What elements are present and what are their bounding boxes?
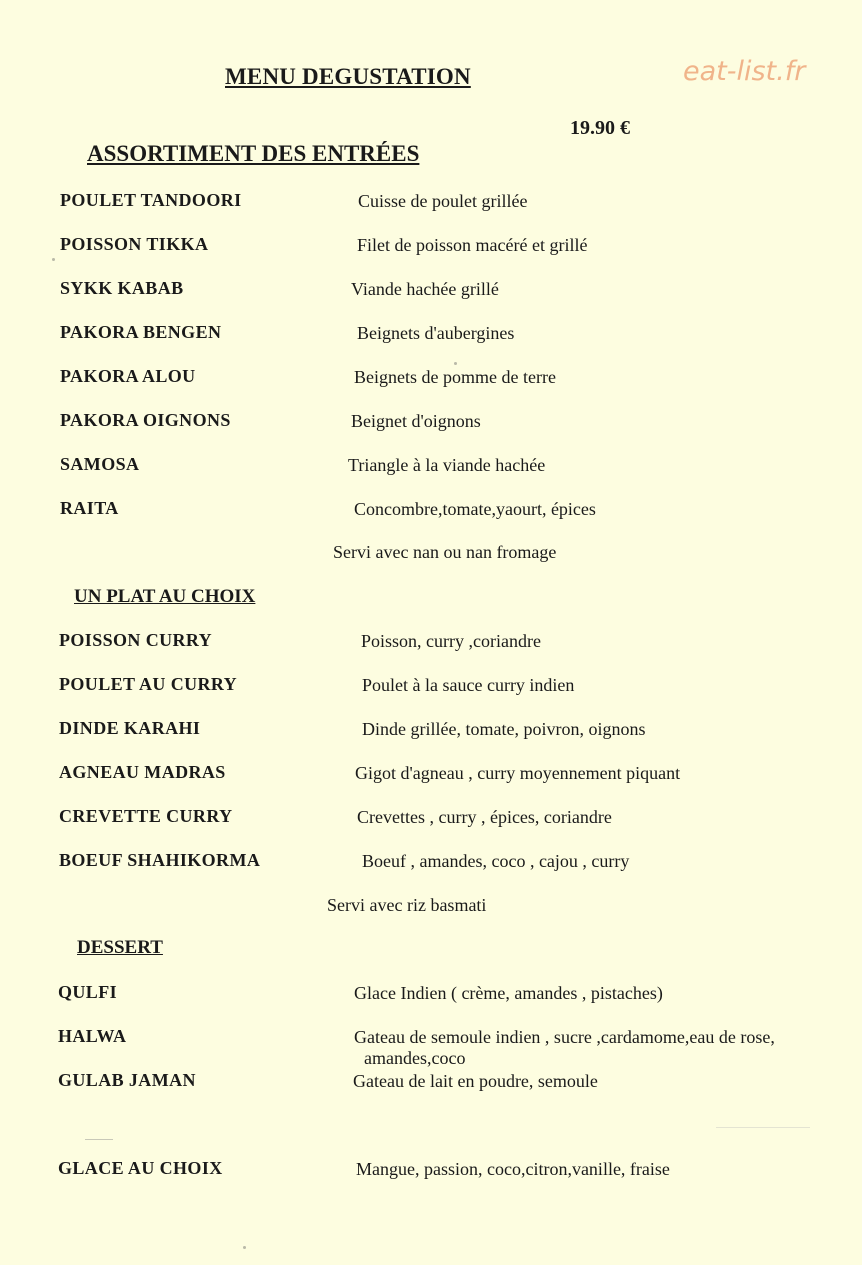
entree-name: POISSON TIKKA [60,234,209,254]
paper-speck [243,1246,246,1249]
menu-price: 19.90 € [570,117,630,139]
watermark-logo: eat-list.fr [683,56,806,87]
entree-desc: Beignet d'oignons [351,411,481,431]
divider [716,1127,810,1128]
paper-speck [454,362,457,365]
plat-name: DINDE KARAHI [59,718,201,738]
section-heading-dessert: DESSERT [77,937,163,958]
plat-desc: Crevettes , curry , épices, coriandre [357,807,612,827]
entree-name: SAMOSA [60,454,140,474]
dessert-desc: Glace Indien ( crème, amandes , pistaches) [354,983,663,1003]
entree-desc: Beignets d'aubergines [357,323,515,343]
entree-name: PAKORA OIGNONS [60,410,231,430]
entree-desc: Triangle à la viande hachée [348,455,546,475]
plat-desc: Gigot d'agneau , curry moyennement piquant [355,763,681,783]
dessert-desc: Gateau de lait en poudre, semoule [353,1071,598,1091]
dessert-desc-continued: amandes,coco [364,1048,466,1068]
dessert-desc: Mangue, passion, coco,citron,vanille, fraise [356,1159,670,1179]
dessert-name: GLACE AU CHOIX [58,1158,223,1178]
plat-name: AGNEAU MADRAS [59,762,226,782]
entree-desc: Viande hachée grillé [351,279,499,299]
plat-desc: Poulet à la sauce curry indien [362,675,575,695]
entree-name: SYKK KABAB [60,278,184,298]
plat-desc: Boeuf , amandes, coco , cajou , curry [362,851,630,871]
plat-name: POISSON CURRY [59,630,213,650]
plat-name: CREVETTE CURRY [59,806,233,826]
plat-desc: Poisson, curry ,coriandre [361,631,541,651]
dessert-desc: Gateau de semoule indien , sucre ,cardamome,eau de rose, [354,1027,775,1047]
divider [85,1139,113,1140]
plat-desc: Dinde grillée, tomate, poivron, oignons [362,719,646,739]
section-heading-plats: UN PLAT AU CHOIX [74,586,256,607]
entree-desc: Cuisse de poulet grillée [358,191,528,211]
entree-name: PAKORA ALOU [60,366,196,386]
entree-name: POULET TANDOORI [60,190,242,210]
dessert-name: QULFI [58,982,118,1002]
entree-desc: Filet de poisson macéré et grillé [357,235,588,255]
section-heading-entrees: ASSORTIMENT DES ENTRÉES [87,141,420,166]
entree-name: RAITA [60,498,119,518]
dessert-name: HALWA [58,1026,127,1046]
entrees-note: Servi avec nan ou nan fromage [333,542,557,562]
entree-desc: Beignets de pomme de terre [354,367,556,387]
dessert-name: GULAB JAMAN [58,1070,196,1090]
plat-name: POULET AU CURRY [59,674,238,694]
menu-title: MENU DEGUSTATION [225,64,471,89]
entree-name: PAKORA BENGEN [60,322,222,342]
plats-note: Servi avec riz basmati [327,895,487,915]
plat-name: BOEUF SHAHIKORMA [59,850,261,870]
paper-speck [52,258,55,261]
entree-desc: Concombre,tomate,yaourt, épices [354,499,596,519]
